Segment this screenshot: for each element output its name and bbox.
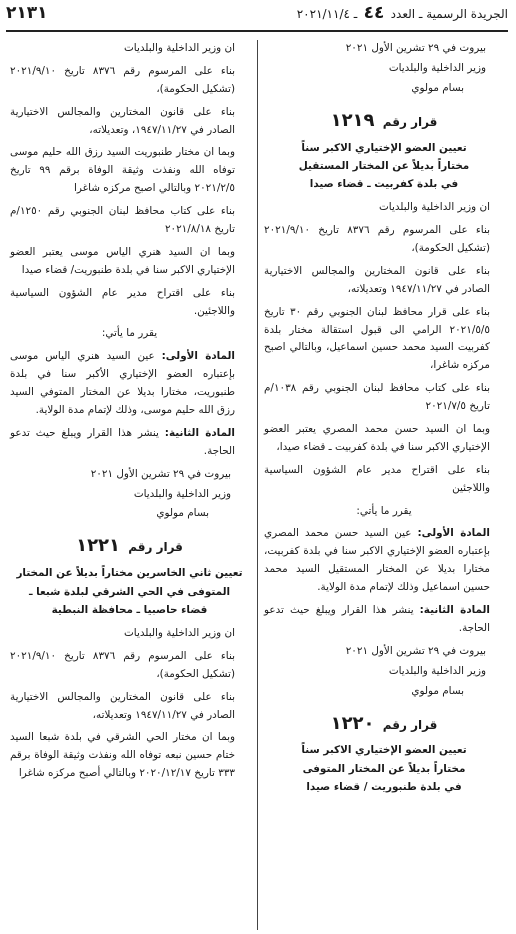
recital: بناء على اقتراح مدير عام الشؤون السياسية واللاجئين. [10, 286, 235, 317]
article-label: المادة الثانية: [419, 604, 490, 617]
gazette-title: الجريدة الرسمية ـ العدد [390, 6, 508, 21]
minister-title: وزير الداخلية والبلديات [133, 487, 231, 500]
place-date: بيروت في ٢٩ تشرين الأول ٢٠٢١ [90, 467, 231, 480]
recital: بناء على المرسوم رقم ٨٣٧٦ تاريخ ٢٠٢١/٩/١٠ (تشكيل الحكومة)، [10, 64, 236, 95]
place-date: بيروت في ٢٩ تشرين الأول ٢٠٢١ [345, 42, 486, 54]
article-text: ينشر هذا القرار ويبلغ حيث تدعو الحاجة. [264, 604, 490, 634]
decree-number: ١٢٢٠ [330, 712, 375, 734]
article-text: عين السيد هنري الياس موسى بإعتباره العضو الإختياري الأكبر سنا في بلدة طنبوريت، مختارا بديلا عن المختار المتوفي السيد رزق الله حليم موسى، وذلك لإتمام مدة الولاية. [10, 350, 235, 417]
article-text: ينشر هذا القرار ويبلغ حيث تدعو الحاجة. [10, 426, 235, 457]
article-2 [264, 602, 504, 638]
minister-name: بسام مولوي [156, 507, 209, 520]
article-1 [264, 525, 504, 597]
title-line: تعيين العضو الإختياري الاكبر سناً [301, 744, 467, 757]
decree-label: قرار رقم [128, 540, 183, 555]
recital: بناء على قانون المختارين والمجالس الاختيارية الصادر في ١٩٤٧/١١/٢٧ وتعديلاته، [264, 264, 490, 295]
preamble: ان وزير الداخلية والبلديات [124, 42, 235, 54]
decree-number-1221 [10, 531, 249, 562]
article-label: المادة الأولى: [417, 527, 490, 540]
issue-number: ٤٤ [363, 2, 385, 23]
recital: بناء على قرار محافظ لبنان الجنوبي رقم ٣٠ تاريخ ٢٠٢١/٥/٥ الرامي الى قبول استقالة مختار بلدة كفربيت السيد محمد حسين اسماعيل، وبالتالي اصبح مركزه شاغرا، [264, 305, 490, 372]
article-2 [10, 425, 249, 461]
decree-number: ١٢٢١ [76, 535, 121, 557]
decree-title-1220 [264, 741, 504, 796]
minister-name: بسام مولوي [411, 81, 464, 94]
title-line: تعيين العضو الإختياري الاكبر سناً [301, 141, 467, 154]
preamble: ان وزير الداخلية والبلديات [379, 201, 490, 214]
title-line: في بلدة كفربيت ـ قضاء صيدا [309, 178, 459, 191]
decree-number: ١٢١٩ [330, 109, 375, 131]
decree-label: قرار رقم [382, 717, 438, 732]
title-line: مختاراً بديلاً عن المختار المستقيل [298, 159, 470, 172]
recital: بناء على كتاب محافظ لبنان الجنوبي رقم ١٠٣٨/م تاريخ ٢٠٢١/٧/٥ [264, 382, 490, 413]
decides-heading: يقرر ما يأتي: [356, 504, 412, 517]
left-column [6, 40, 257, 930]
decree-number-1220 [264, 709, 504, 740]
issue-date: ـ ٢٠٢١/١١/٤ [296, 6, 358, 21]
minister-title: وزير الداخلية والبلديات [388, 664, 486, 677]
recital: بناء على قانون المختارين والمجالس الاختيارية الصادر في ١٩٤٧/١١/٢٧ وتعديلاته، [10, 690, 235, 721]
title-line: تعيين ثاني الخاسرين مختاراً بديلاً عن المختار [16, 567, 243, 580]
recital: بناء على اقتراح مدير عام الشؤون السياسية واللاجئين [264, 463, 490, 494]
article-label: المادة الثانية: [164, 426, 235, 439]
minister-name: بسام مولوي [411, 684, 464, 697]
recital: بناء على قانون المختارين والمجالس الاختيارية الصادر في ١٩٤٧/١١/٢٧، وتعديلاته، [10, 105, 235, 136]
title-line: مختاراً بديلاً عن المختار المتوفى [302, 762, 466, 775]
decree-title-1221 [10, 564, 249, 619]
decree-label: قرار رقم [382, 114, 438, 129]
recital: بناء على المرسوم رقم ٨٣٧٦ تاريخ ٢٠٢١/٩/١٠ (تشكيل الحكومة)، [10, 649, 236, 680]
two-column-body [6, 40, 508, 930]
recital: وبما ان مختار الحي الشرقي في بلدة شبعا السيد ختام حسين نبعه توفاه الله ونفذت وثيقة الوفاة برقم ٣٣٣ تاريخ ٢٠٢٠/١٢/١٧ وبالتالي أصبح مركزه شاغرا [10, 731, 235, 780]
gazette-issue-line [297, 0, 508, 28]
article-1 [10, 348, 249, 420]
article-text: عين السيد حسن محمد المصري بإعتباره العضو الإختياري الاكبر سنا في بلدة كفربيت، مختارا بديلا عن المختار المستقيل السيد محمد حسين اسماعيل وذلك لإتمام مدة الولاية. [264, 527, 490, 594]
recital: وبما ان السيد هنري الياس موسى يعتبر العضو الإختياري الاكبر سنا في بلدة طنبوريت/ قضاء صيدا [10, 245, 235, 276]
recital: وبما ان السيد حسن محمد المصري يعتبر العضو الإختياري الاكبر سنا في بلدة كفربيت ـ قضاء صيدا، [264, 423, 490, 453]
page-number: ٢١٣١ [6, 2, 48, 23]
recital: وبما ان مختار طنبوريت السيد رزق الله حليم موسى توفاه الله ونفذت وثيقة الوفاة برقم ٩٩ تاريخ ٢٠٢١/٢/٥ وبالتالي اصبح مركزه شاغرا [10, 146, 235, 195]
place-date: بيروت في ٢٩ تشرين الأول ٢٠٢١ [345, 644, 486, 657]
title-line: المتوفى في الحي الشرقي لبلدة شبعا ـ [28, 585, 231, 598]
decree-title-1219 [264, 139, 504, 194]
title-line: قضاء حاصبيا ـ محافظة النبطية [51, 603, 208, 616]
right-column [257, 40, 508, 930]
preamble: ان وزير الداخلية والبلديات [124, 626, 235, 639]
page-header [6, 2, 508, 32]
article-label: المادة الأولى: [161, 350, 235, 363]
decides-heading: يقرر ما يأتي: [101, 327, 158, 340]
minister-title: وزير الداخلية والبلديات [388, 61, 486, 74]
decree-number-1219 [264, 106, 504, 137]
title-line: في بلدة طنبوريت / قضاء صيدا [306, 780, 462, 793]
recital: بناء على المرسوم رقم ٨٣٧٦ تاريخ ٢٠٢١/٩/١٠ (تشكيل الحكومة)، [264, 224, 490, 255]
recital: بناء على كتاب محافظ لبنان الجنوبي رقم ١٢٥٠/م تاريخ ٢٠٢١/٨/١٨ [10, 205, 235, 236]
